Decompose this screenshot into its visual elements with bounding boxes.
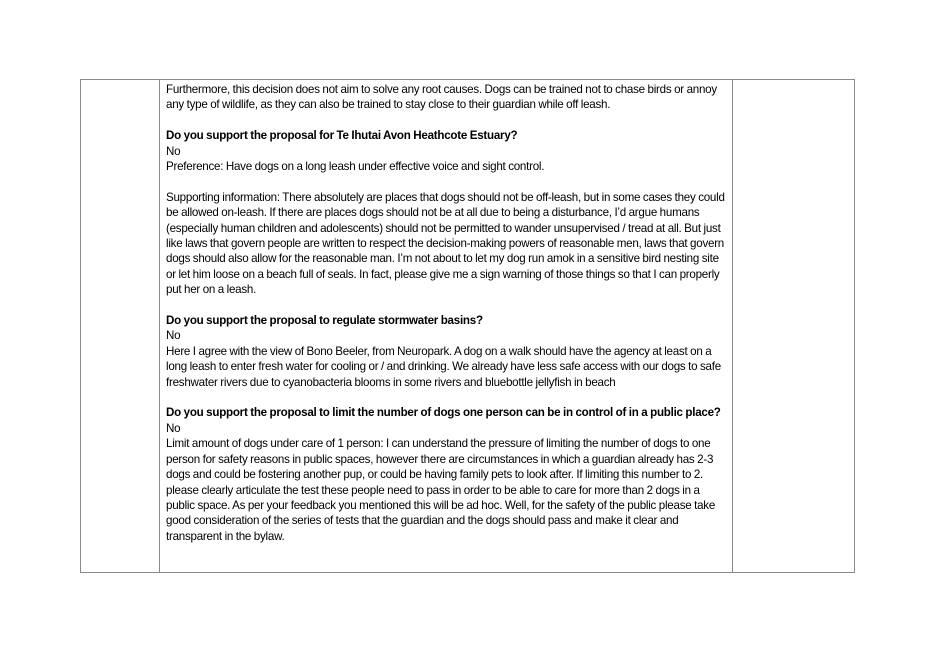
- comment-stormwater: Here I agree with the view of Bono Beeler, from Neuropark. A dog on a walk should have the agency at least on a long leash to enter fresh water for cooling or / and drinking. We already have less safe access with our dogs to safe freshwater rivers due to cyanobacteria blooms in some rivers and bluebottle jellyfish in beach: [166, 344, 721, 389]
- answer-estuary: No: [166, 144, 181, 158]
- spacer: [166, 113, 726, 128]
- preference-estuary: Preference: Have dogs on a long leash under effective voice and sight control.: [166, 160, 545, 174]
- spacer: [166, 390, 726, 405]
- answer-stormwater: No: [166, 329, 181, 343]
- supporting-information-estuary: Supporting information: There absolutely are places that dogs should not be off-leash, but in some cases they could be allowed on-leash. If there are places dogs should not be at all due to being a disturbance, I’d argue humans (especially human children and adolescents) should not be permitted to wander unsupervised / tread at all. But just like laws that govern people are written to respect the decision-making powers of reasonable men, laws that govern dogs should also allow for the reasonable man. I’m not about to let my dog run amok in a sensitive bird nesting site or let him loose on a beach full of seals. In fact, please give me a sign warning of those things so that I can properly put her on a leash.: [166, 190, 725, 297]
- spacer: [166, 174, 726, 189]
- submission-text: [160, 80, 732, 544]
- content-cell: [160, 80, 733, 573]
- right-empty-cell: [733, 80, 855, 573]
- question-stormwater: Do you support the proposal to regulate stormwater basins?: [166, 314, 483, 328]
- left-empty-cell: [81, 80, 160, 573]
- answer-dog-limit: No: [166, 421, 181, 435]
- table-row: [81, 80, 855, 573]
- submission-table: [80, 79, 855, 573]
- question-estuary: Do you support the proposal for Te Ihutai Avon Heathcote Estuary?: [166, 129, 518, 143]
- paragraph-root-causes: Furthermore, this decision does not aim to solve any root causes. Dogs can be trained not to chase birds or annoy any type of wildlife, as they can also be trained to stay close to their guardian while off leash.: [166, 83, 717, 112]
- spacer: [166, 298, 726, 313]
- question-dog-limit: Do you support the proposal to limit the number of dogs one person can be in control of in a public place?: [166, 406, 721, 420]
- comment-dog-limit: Limit amount of dogs under care of 1 person: I can understand the pressure of limiting the number of dogs to one person for safety reasons in public spaces, however there are circumstances in which a guardian already has 2-3 dogs and could be fostering another pup, or could be having family pets to look after. If limiting this number to 2. please clearly articulate the test these people need to pass in order to be able to care for more than 2 dogs in a public space. As per your feedback you mentioned this will be ad hoc. Well, for the safety of the public please take good consideration of the series of tests that the guardian and the dogs should pass and make it clear and transparent in the bylaw.: [166, 437, 716, 543]
